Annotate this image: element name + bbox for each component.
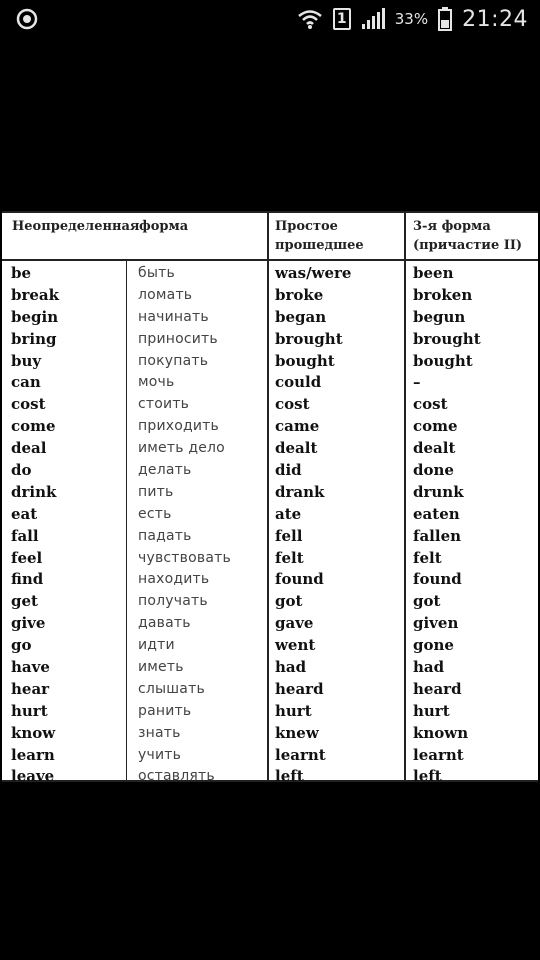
header-infinitive-text: Неопределенная [12, 219, 140, 234]
header-past-simple-line2: прошедшее [275, 238, 364, 253]
cell-participle: gone [413, 636, 454, 655]
cell-participle: got [413, 592, 441, 611]
cell-past-simple: left [275, 767, 304, 786]
cell-translation: падать [138, 527, 192, 544]
cell-participle: known [413, 723, 469, 742]
column-translation [138, 263, 231, 788]
cell-participle: given [413, 614, 459, 633]
cell-past-simple: brought [275, 329, 343, 348]
cell-infinitive: leave [11, 767, 55, 786]
cell-participle: heard [413, 679, 462, 698]
cell-participle: dealt [413, 439, 456, 458]
cell-translation: находить [138, 571, 210, 588]
cell-participle: found [413, 570, 462, 589]
battery-percent: 33% [394, 10, 429, 28]
cell-translation: пить [138, 483, 174, 500]
cell-infinitive: learn [11, 745, 55, 764]
clock: 21:24 [462, 6, 528, 32]
cell-past-simple: had [275, 658, 307, 677]
cell-past-simple: knew [275, 723, 319, 742]
cell-infinitive: eat [11, 504, 38, 523]
cell-infinitive: cost [11, 395, 46, 414]
cell-translation: ломать [138, 286, 193, 303]
status-bar [0, 0, 540, 38]
cell-participle: fallen [413, 526, 462, 545]
cell-translation: учить [138, 746, 182, 763]
cell-past-simple: came [275, 417, 320, 436]
cell-past-simple: cost [275, 395, 310, 414]
cell-past-simple: got [275, 592, 303, 611]
cell-infinitive: hurt [11, 701, 48, 720]
cell-participle: eaten [413, 504, 460, 523]
cell-past-simple: hurt [275, 701, 312, 720]
cell-past-simple: found [275, 570, 324, 589]
header-past-simple [275, 217, 364, 255]
cell-infinitive: get [11, 592, 38, 611]
cell-infinitive: go [11, 636, 32, 655]
cell-infinitive: drink [11, 482, 57, 501]
cell-translation: идти [138, 637, 175, 654]
cell-translation: получать [138, 593, 208, 610]
cell-translation: иметь дело [138, 440, 225, 457]
cell-past-simple: ate [275, 504, 302, 523]
cell-participle: done [413, 461, 454, 480]
cell-translation: знать [138, 724, 181, 741]
cell-infinitive: break [11, 285, 60, 304]
cell-infinitive: do [11, 461, 32, 480]
cell-infinitive: buy [11, 351, 42, 370]
cell-infinitive: hear [11, 679, 50, 698]
cell-past-simple: heard [275, 679, 324, 698]
cell-translation: слышать [138, 680, 205, 697]
cell-participle: hurt [413, 701, 450, 720]
cell-past-simple: began [275, 307, 327, 326]
cell-past-simple: fell [275, 526, 303, 545]
cell-translation: покупать [138, 352, 209, 369]
cell-participle: drunk [413, 482, 464, 501]
cell-past-simple: gave [275, 614, 314, 633]
cell-translation: начинать [138, 308, 209, 325]
app-notification-icon [16, 8, 38, 30]
header-form [139, 217, 188, 236]
column-participle [413, 263, 481, 788]
column-past-simple [275, 263, 351, 788]
cell-translation: приходить [138, 418, 219, 435]
cell-past-simple: felt [275, 548, 304, 567]
cell-translation: стоить [138, 396, 190, 413]
cell-infinitive: can [11, 373, 41, 392]
header-divider [2, 259, 538, 261]
cell-participle: learnt [413, 745, 464, 764]
cell-past-simple: drank [275, 482, 325, 501]
cell-participle: felt [413, 548, 442, 567]
cell-participle: begun [413, 307, 466, 326]
cell-translation: иметь [138, 659, 184, 676]
cell-infinitive: find [11, 570, 44, 589]
column-divider [126, 261, 127, 781]
cell-participle: – [413, 373, 421, 392]
cell-translation: оставлять [138, 768, 215, 785]
header-form-text: форма [139, 219, 189, 234]
cell-infinitive: fall [11, 526, 39, 545]
cell-past-simple: did [275, 461, 302, 480]
cell-translation: делать [138, 462, 192, 479]
cell-past-simple: broke [275, 285, 324, 304]
table-top-border [2, 211, 538, 213]
cell-participle: come [413, 417, 458, 436]
cell-participle: cost [413, 395, 448, 414]
cell-infinitive: bring [11, 329, 57, 348]
header-past-simple-line1: Простое [275, 219, 338, 234]
cell-translation: чувствовать [138, 549, 231, 566]
cell-translation: ранить [138, 702, 192, 719]
cell-translation: приносить [138, 330, 218, 347]
cell-infinitive: begin [11, 307, 59, 326]
cell-participle: broken [413, 285, 473, 304]
cell-participle: had [413, 658, 445, 677]
header-infinitive [12, 217, 140, 236]
cell-translation: быть [138, 265, 175, 281]
cell-past-simple: was/were [275, 264, 352, 282]
cell-participle: been [413, 264, 454, 282]
cell-past-simple: learnt [275, 745, 326, 764]
cell-past-simple: dealt [275, 439, 318, 458]
cell-translation: мочь [138, 374, 175, 391]
cell-infinitive: come [11, 417, 56, 436]
wifi-icon [297, 8, 323, 30]
status-icons [297, 0, 528, 38]
column-divider [267, 211, 269, 781]
signal-icon [361, 8, 385, 30]
header-participle [413, 217, 522, 255]
column-infinitive [11, 263, 59, 788]
cell-infinitive: be [11, 264, 32, 282]
sim-icon: 1 [333, 8, 351, 30]
cell-infinitive: feel [11, 548, 43, 567]
cell-past-simple: could [275, 373, 322, 392]
cell-past-simple: went [275, 636, 316, 655]
cell-participle: brought [413, 329, 481, 348]
irregular-verbs-table [2, 211, 538, 786]
column-divider [404, 211, 406, 781]
header-participle-line2: (причастие II) [413, 238, 523, 253]
cell-infinitive: give [11, 614, 46, 633]
cell-infinitive: have [11, 658, 50, 677]
cell-infinitive: deal [11, 439, 47, 458]
cell-translation: давать [138, 615, 191, 632]
battery-icon [438, 7, 452, 31]
header-participle-line1: 3-я форма [413, 219, 491, 234]
cell-translation: есть [138, 505, 172, 522]
cell-infinitive: know [11, 723, 56, 742]
cell-participle: bought [413, 351, 473, 370]
cell-participle: left [413, 767, 442, 786]
cell-past-simple: bought [275, 351, 335, 370]
